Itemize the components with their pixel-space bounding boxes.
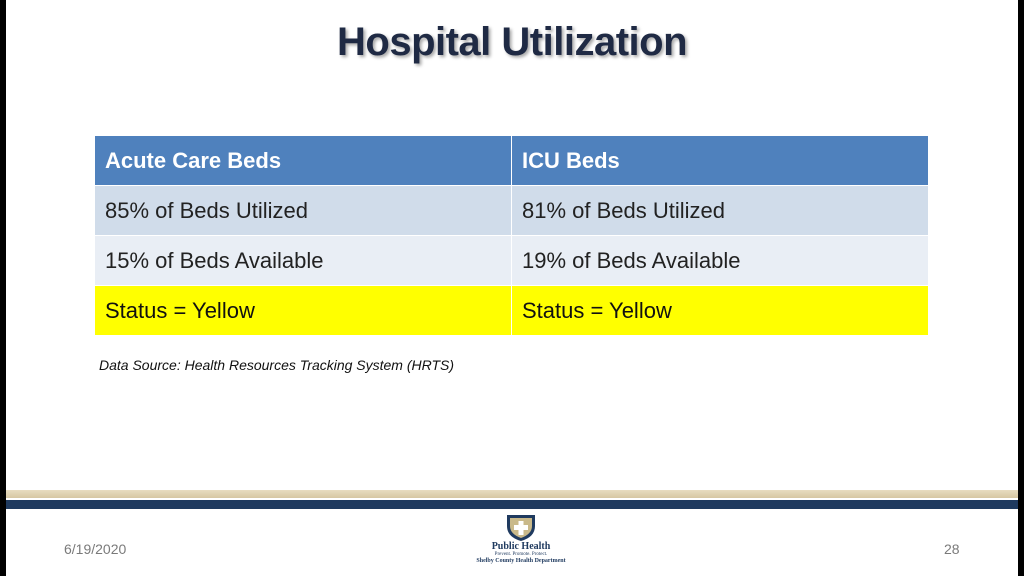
slide-page-number: 28 [944,541,960,557]
icu-available-cell: 19% of Beds Available [512,236,929,286]
slide-date: 6/19/2020 [64,541,127,557]
logo-name: Public Health [491,541,551,552]
acute-status-cell: Status = Yellow [95,286,512,336]
footer-divider-navy [6,500,1018,509]
table-row [95,236,929,286]
shield-icon [504,512,538,542]
utilization-table [94,135,929,336]
logo-tagline: Prevent. Promote. Protect. [494,552,548,557]
acute-utilized-cell: 85% of Beds Utilized [95,186,512,236]
slide-title: Hospital Utilization [337,20,687,64]
acute-available-cell: 15% of Beds Available [95,236,512,286]
icu-utilized-cell: 81% of Beds Utilized [512,186,929,236]
table-row [95,186,929,236]
logo-department: Shelby County Health Department [476,558,566,564]
header-acute-care-beds: Acute Care Beds [95,136,512,186]
data-source-note: Data Source: Health Resources Tracking System (HRTS) [99,357,455,373]
table-header-row [95,136,929,186]
table-row [95,286,929,336]
slide [6,0,1018,576]
icu-status-cell: Status = Yellow [512,286,929,336]
public-health-logo [466,512,576,574]
footer-divider-tan [6,490,1018,498]
header-icu-beds: ICU Beds [512,136,929,186]
